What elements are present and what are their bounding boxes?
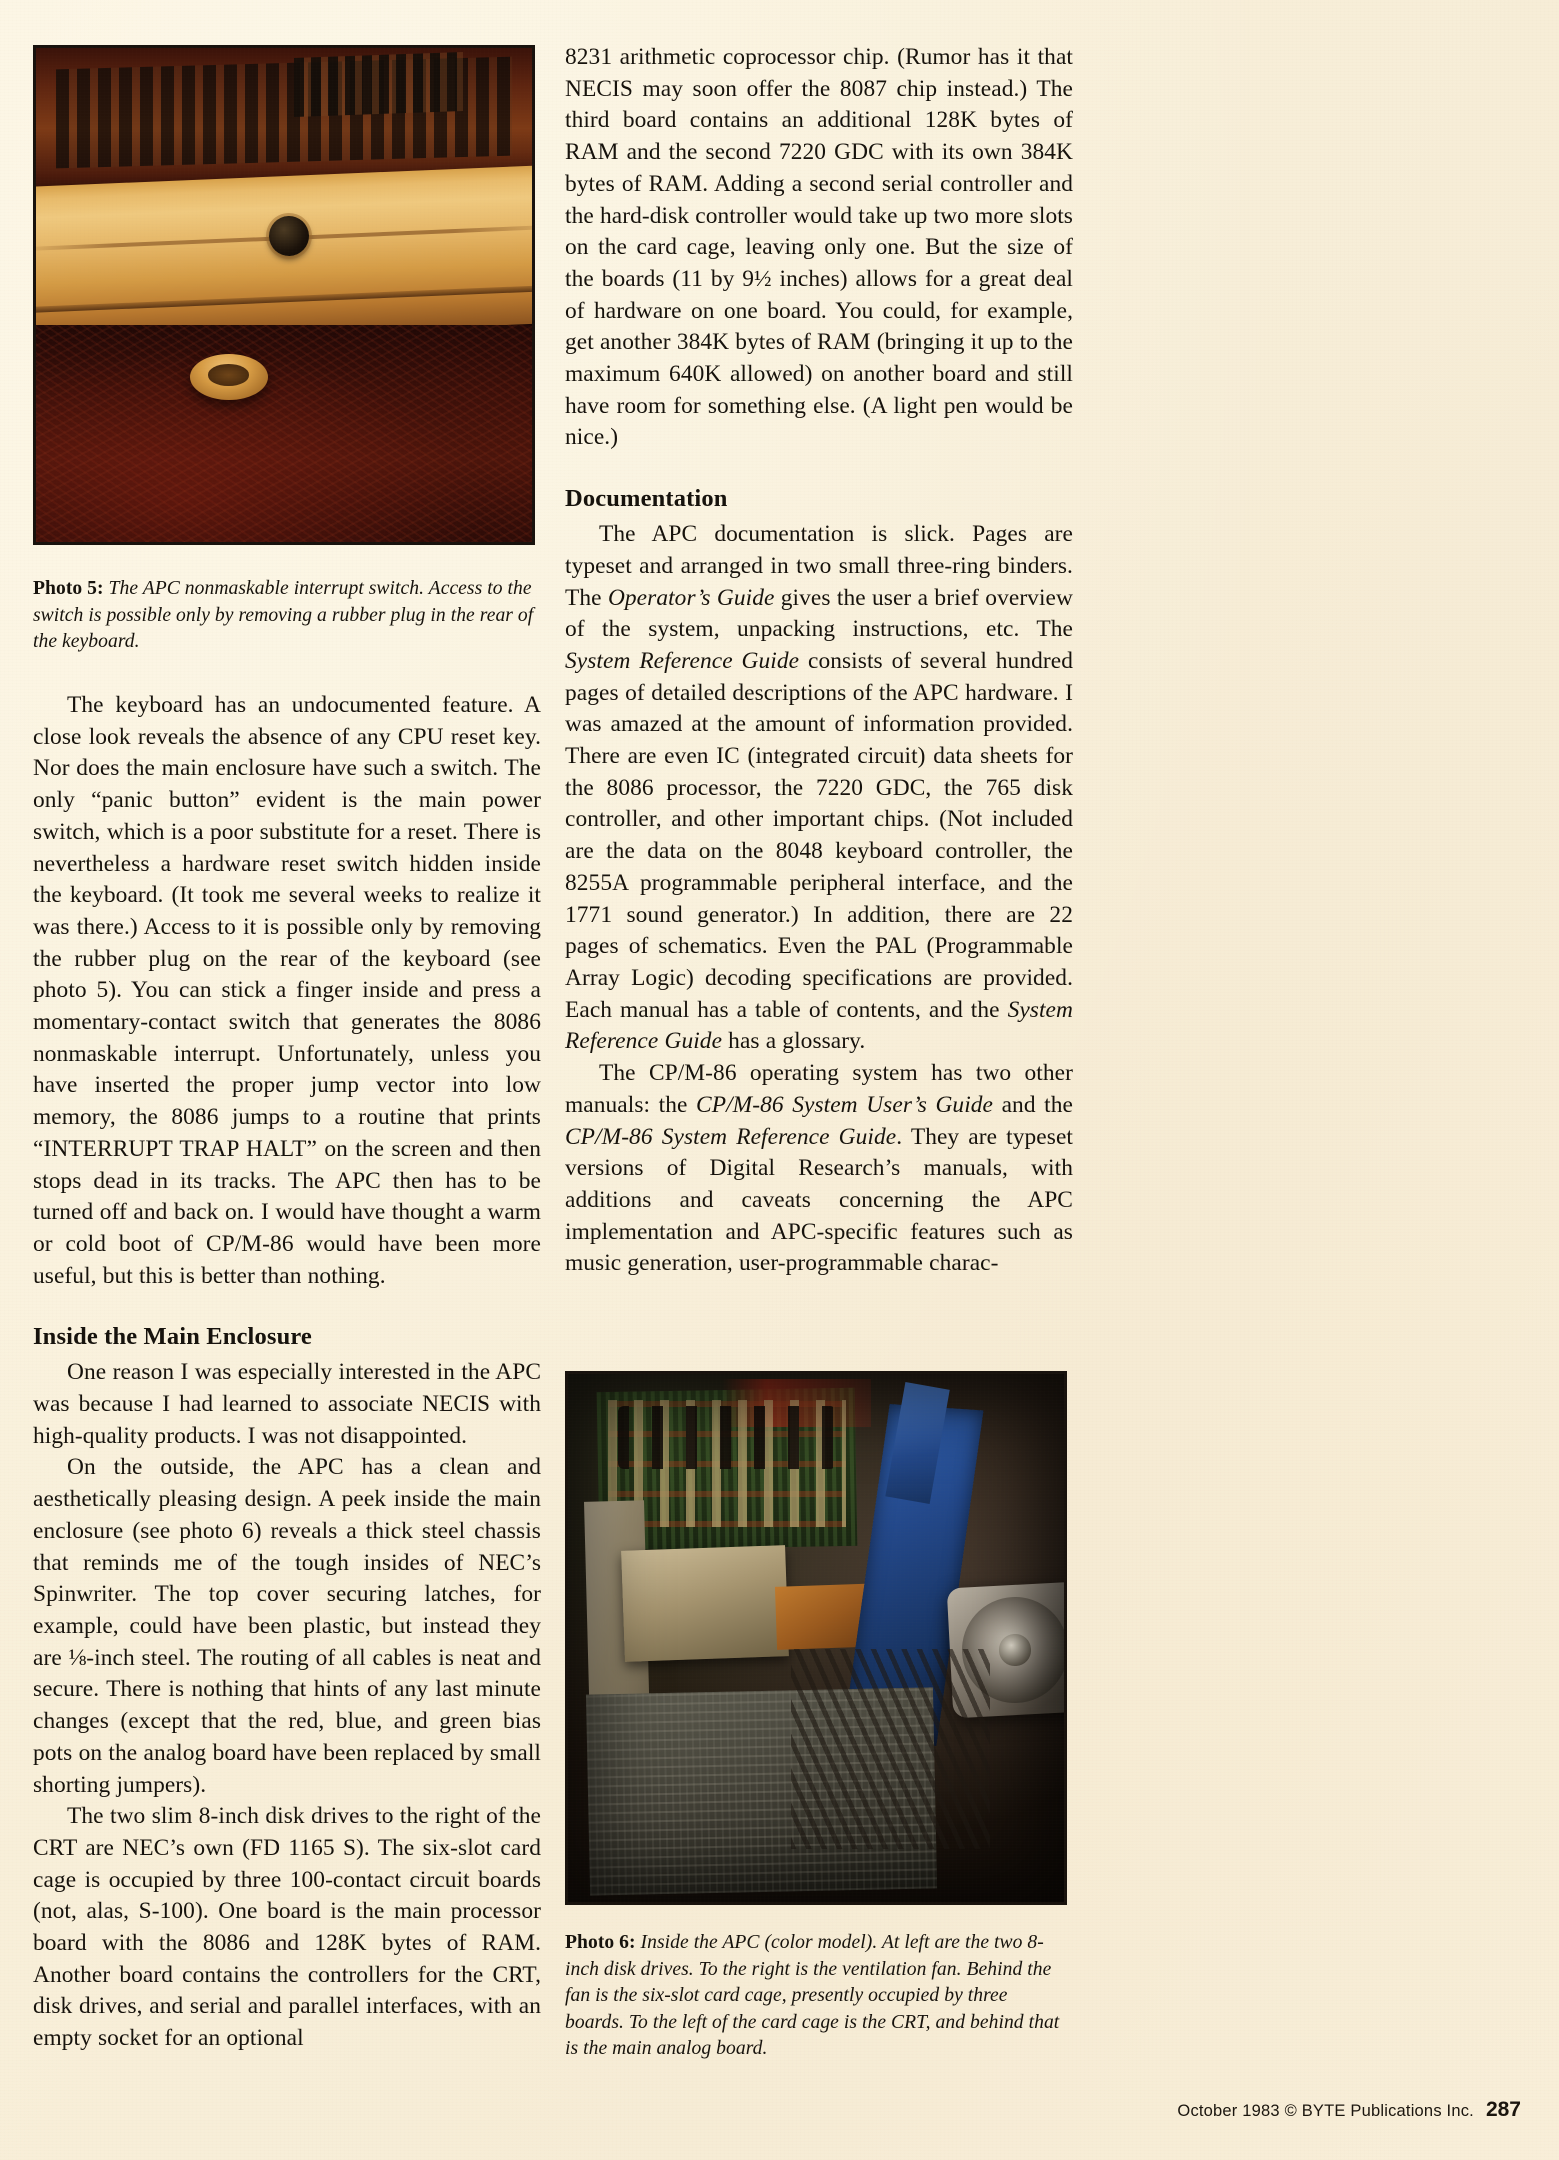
title-cpm86-system-reference-guide: CP/M-86 System Reference Guide bbox=[565, 1123, 897, 1150]
photo-5-bottom-edge bbox=[33, 285, 535, 314]
right-paragraph-3 bbox=[565, 1058, 1073, 1280]
right-paragraph-1: 8231 arithmetic coprocessor chip. (Rumor has it that NECIS may soon offer the 8087 chip instead.) The third board contains an additional 128K bytes of RAM and the second 7220 GDC with its own 384K bytes of RAM. Adding a second serial controller and the hard-disk controller would take up two more slots on the card cage, leaving only one. But the size of the boards (11 by 9½ inches) allows for a great deal of hardware on one board. You could, for example, get another 384K bytes of RAM (bringing it up to the maximum 640K allowed) on another board and still have room for something else. (A light pen would be nice.) bbox=[565, 44, 1073, 451]
right-p3-text-3: . They are typeset versions of Digital Research’s manuals, with additions and caveats concerning the APC implementation and APC-specific features such as music generation, user-programmable charac- bbox=[565, 1123, 1073, 1277]
photo-5-carpet-texture bbox=[36, 325, 532, 542]
right-p3-text-2: and the bbox=[993, 1091, 1073, 1118]
photo-5-caption bbox=[33, 576, 535, 656]
right-p2-text-2: gives the user a brief overview of the system, unpacking instructions, etc. The bbox=[565, 584, 1073, 643]
right-p2-text-3: consists of several hundred pages of detailed descriptions of the APC hardware. I was amazed at the amount of information provided. There are even IC (integrated circuit) data sheets for the 8086 processor, the 7220 GDC, the 765 disk controller, and other important chips. (Not included are the data on the 8048 keyboard controller, the 8255A programmable peripheral interface, and the 1771 sound generator.) In addition, there are 22 pages of schematics. Even the PAL (Programmable Array Logic) decoding specifications are provided. Each manual has a table of contents, and the bbox=[565, 647, 1073, 1023]
page-footer bbox=[1177, 2098, 1521, 2122]
title-operators-guide: Operator’s Guide bbox=[607, 584, 775, 611]
footer-credit: October 1983 © BYTE Publications Inc. bbox=[1177, 2102, 1474, 2120]
photo-6-caption-label: Photo 6: bbox=[565, 1932, 636, 1953]
photo-6-caption bbox=[565, 1930, 1069, 2063]
right-paragraph-2 bbox=[565, 519, 1073, 1058]
title-system-reference-guide-2: System Reference Guide bbox=[565, 996, 1073, 1055]
spacer bbox=[565, 454, 1073, 484]
left-column bbox=[33, 690, 541, 2055]
left-paragraph-1: The keyboard has an undocumented feature. A close look reveals the absence of any CPU reset key. Nor does the main enclosure have such a switch. The only “panic button” evident is the main power switch, which is a poor substitute for a reset. There is nevertheless a hardware reset switch hidden inside the keyboard. (It took me several weeks to realize it was there.) Access to it is possible only by removing the rubber plug on the rear of the keyboard (see photo 5). You can stick a finger inside and press a momentary-contact switch that generates the 8086 nonmaskable interrupt. Unfortunately, unless you have inserted the proper jump vector into low memory, the 8086 jumps to a routine that prints “INTERRUPT TRAP HALT” on the screen and then stops dead in its tracks. The APC then has to be turned off and back on. I would have thought a warm or cold boot of CP/M-86 would have been more useful, but this is better than nothing. bbox=[33, 692, 541, 1289]
photo-6-image bbox=[565, 1371, 1067, 1905]
heading-documentation: Documentation bbox=[565, 485, 728, 513]
left-paragraph-3: On the outside, the APC has a clean and aesthetically pleasing design. A peek inside the main enclosure (see photo 6) reveals a thick steel chassis that reminds me of the tough insides of NEC’s Spinwriter. The top cover securing latches, for example, could have been plastic, but instead they are ⅛-inch steel. The routing of all cables is neat and secure. There is nothing that hints of any last minute changes (except that the red, blue, and green bias pots on the analog board have been replaced by small shorting jumpers). bbox=[33, 1454, 541, 1798]
left-paragraph-4: The two slim 8-inch disk drives to the right of the CRT are NEC’s own (FD 1165 S). The six-slot card cage is occupied by three 100-contact circuit boards (not, alas, S-100). One board is the main processor board with the 8086 and 128K bytes of RAM. Another board contains the controllers for the CRT, disk drives, and serial and parallel interfaces, with an empty socket for an optional bbox=[33, 1803, 541, 2052]
spacer bbox=[33, 1292, 541, 1322]
photo-6-vignette bbox=[568, 1374, 1064, 1902]
photo-6-caption-text: Inside the APC (color model). At left are the two 8-inch disk drives. To the right is the ventilation fan. Behind the fan is the six-slot card cage, presently occupied by three boards. To the left of the card cage is the CRT, and behind that is the main analog board. bbox=[565, 1932, 1060, 2060]
photo-5-caption-label: Photo 5: bbox=[33, 578, 104, 599]
photo-5-keypad-keys bbox=[294, 52, 463, 117]
left-paragraph-2: One reason I was especially interested in the APC was because I had learned to associate NECIS with high-quality products. I was not disappointed. bbox=[33, 1359, 541, 1449]
right-p2-text-1: The APC documentation is slick. Pages are typeset and arranged in two small three-ring binders. The bbox=[565, 521, 1073, 611]
title-system-reference-guide-1: System Reference Guide bbox=[565, 647, 800, 674]
photo-5-caption-text: The APC nonmaskable interrupt switch. Access to the switch is possible only by removing a rubber plug in the rear of the keyboard. bbox=[33, 578, 534, 653]
right-p2-text-4: has a glossary. bbox=[722, 1028, 866, 1055]
photo-5-carpet bbox=[36, 325, 532, 542]
photo-5-image bbox=[33, 45, 535, 545]
photo-5-rubber-plug bbox=[190, 354, 268, 400]
title-cpm86-system-users-guide: CP/M-86 System User’s Guide bbox=[696, 1091, 994, 1118]
right-column bbox=[565, 42, 1073, 1280]
right-p3-text-1: The CP/M-86 operating system has two other manuals: the bbox=[565, 1060, 1073, 1118]
heading-inside-the-main-enclosure: Inside the Main Enclosure bbox=[33, 1323, 312, 1351]
page-number: 287 bbox=[1485, 2098, 1521, 2121]
